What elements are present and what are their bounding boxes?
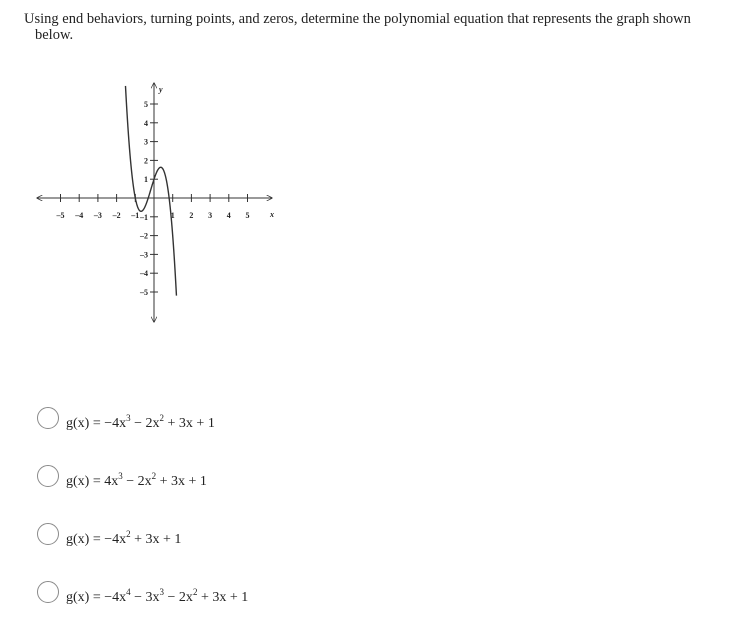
y-tick-label--4: –4 xyxy=(140,269,148,279)
polynomial-curve xyxy=(125,86,176,296)
y-tick-label-5: 5 xyxy=(144,100,148,109)
x-tick-labels xyxy=(56,211,250,220)
option-3-formula: $g(x) = -4x^2 + 3x + 1$ xyxy=(66,528,182,547)
option-4-radio[interactable] xyxy=(37,581,59,603)
question-line-1: Using end behaviors, turning points, and zeros, determine the polynomial equation that represents the graph shown xyxy=(24,11,691,27)
x-tick-label-1: 1 xyxy=(170,211,175,220)
x-tick-label--1: –1 xyxy=(131,211,140,220)
y-tick-label-4: 4 xyxy=(144,118,148,128)
option-2-formula: $g(x) = 4x^3 - 2x^2 + 3x + 1$ xyxy=(66,470,207,489)
x-tick-label-5: 5 xyxy=(245,211,250,220)
option-1-radio[interactable] xyxy=(37,407,59,429)
y-tick-label-2: 2 xyxy=(144,156,148,166)
option-1[interactable] xyxy=(37,405,215,431)
x-tick-label--2: –2 xyxy=(112,211,121,220)
y-tick-label--2: –2 xyxy=(140,231,148,241)
option-2-radio[interactable] xyxy=(37,465,59,487)
x-tick-label-3: 3 xyxy=(208,211,213,220)
x-tick-label--3: –3 xyxy=(93,211,102,220)
option-3-radio[interactable] xyxy=(37,523,59,545)
x-tick-label--5: –5 xyxy=(56,211,65,220)
option-2[interactable] xyxy=(37,463,207,489)
x-tick-label-2: 2 xyxy=(189,211,194,220)
x-tick-label-4: 4 xyxy=(226,211,231,220)
y-tick-label-3: 3 xyxy=(144,137,148,147)
x-tick-label--4: –4 xyxy=(75,211,84,220)
option-1-formula: $g(x) = -4x^3 - 2x^2 + 3x + 1$ xyxy=(66,412,215,431)
question-line-2: below. xyxy=(35,27,74,43)
x-axis-label: x xyxy=(270,210,274,219)
option-4-formula: $g(x) = -4x^4 - 3x^3 - 2x^2 + 3x + 1$ xyxy=(66,586,249,605)
y-tick-label--5: –5 xyxy=(140,288,148,297)
y-tick-label--1: –1 xyxy=(140,212,148,222)
y-tick-label-1: 1 xyxy=(144,175,148,185)
y-tick-label--3: –3 xyxy=(140,250,148,260)
option-4[interactable] xyxy=(37,579,248,605)
y-axis-label: y xyxy=(159,85,163,94)
option-3[interactable] xyxy=(37,521,181,547)
